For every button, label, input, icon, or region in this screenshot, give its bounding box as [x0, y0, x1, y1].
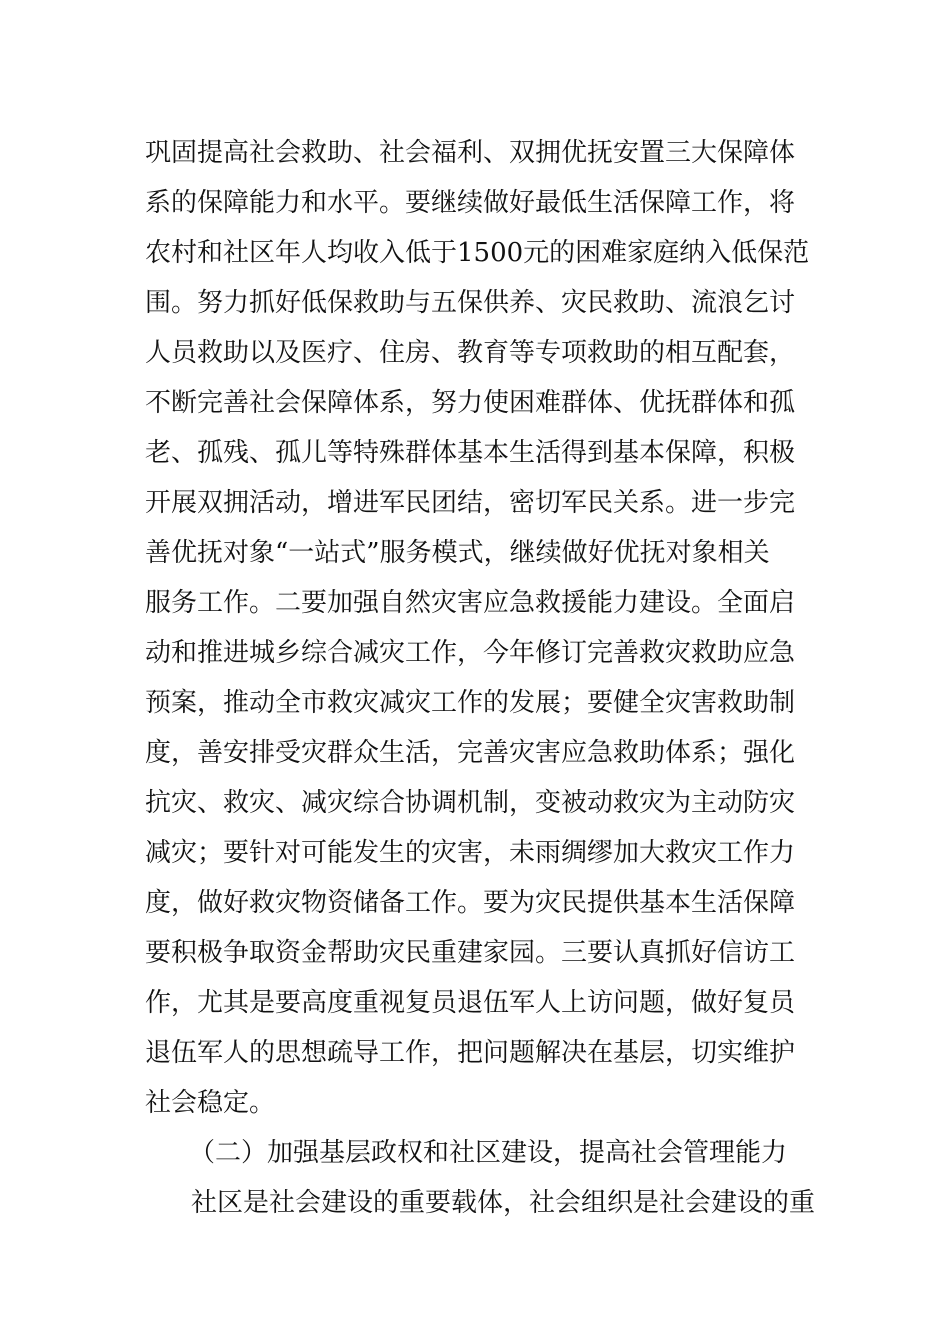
paragraph-line: 不断完善社会保障体系，努力使困难群体、优抚群体和孤 — [145, 388, 796, 418]
paragraph-line: 服务工作。二要加强自然灾害应急救援能力建设。全面启 — [145, 588, 796, 618]
paragraph-line: 作，尤其是要高度重视复员退伍军人上访问题，做好复员 — [145, 988, 796, 1018]
paragraph-line: 社区是社会建设的重要载体，社会组织是社会建设的重 — [191, 1188, 816, 1218]
paragraph-line: 减灾；要针对可能发生的灾害，未雨绸缪加大救灾工作力 — [145, 838, 796, 868]
paragraph-line: 度，做好救灾物资储备工作。要为灾民提供基本生活保障 — [145, 888, 796, 918]
paragraph-line: 人员救助以及医疗、住房、教育等专项救助的相互配套， — [145, 338, 796, 368]
paragraph-line: 要积极争取资金帮助灾民重建家园。三要认真抓好信访工 — [145, 938, 796, 968]
paragraph-line: 动和推进城乡综合减灾工作，今年修订完善救灾救助应急 — [145, 638, 796, 668]
paragraph-line: 开展双拥活动，增进军民团结，密切军民关系。进一步完 — [145, 488, 796, 518]
paragraph-line: 预案，推动全市救灾减灾工作的发展；要健全灾害救助制 — [145, 688, 796, 718]
paragraph-line: 社会稳定。 — [145, 1088, 276, 1118]
paragraph-line: 围。努力抓好低保救助与五保供养、灾民救助、流浪乞讨 — [145, 288, 796, 318]
paragraph-line: 退伍军人的思想疏导工作，把问题解决在基层，切实维护 — [145, 1038, 796, 1068]
paragraph-line: 抗灾、救灾、减灾综合协调机制，变被动救灾为主动防灾 — [145, 788, 796, 818]
paragraph-line: 老、孤残、孤儿等特殊群体基本生活得到基本保障，积极 — [145, 438, 796, 468]
paragraph-line: 系的保障能力和水平。要继续做好最低生活保障工作，将 — [145, 188, 796, 218]
section-heading: （二）加强基层政权和社区建设，提高社会管理能力 — [189, 1138, 788, 1168]
paragraph-line: 善优抚对象“一站式”服务模式，继续做好优抚对象相关 — [145, 538, 770, 568]
paragraph-line: 度，善安排受灾群众生活，完善灾害应急救助体系；强化 — [145, 738, 796, 768]
paragraph-line: 巩固提高社会救助、社会福利、双拥优抚安置三大保障体 — [145, 138, 796, 168]
paragraph-line: 农村和社区年人均收入低于1500元的困难家庭纳入低保范 — [145, 238, 810, 268]
document-body — [145, 128, 825, 1228]
